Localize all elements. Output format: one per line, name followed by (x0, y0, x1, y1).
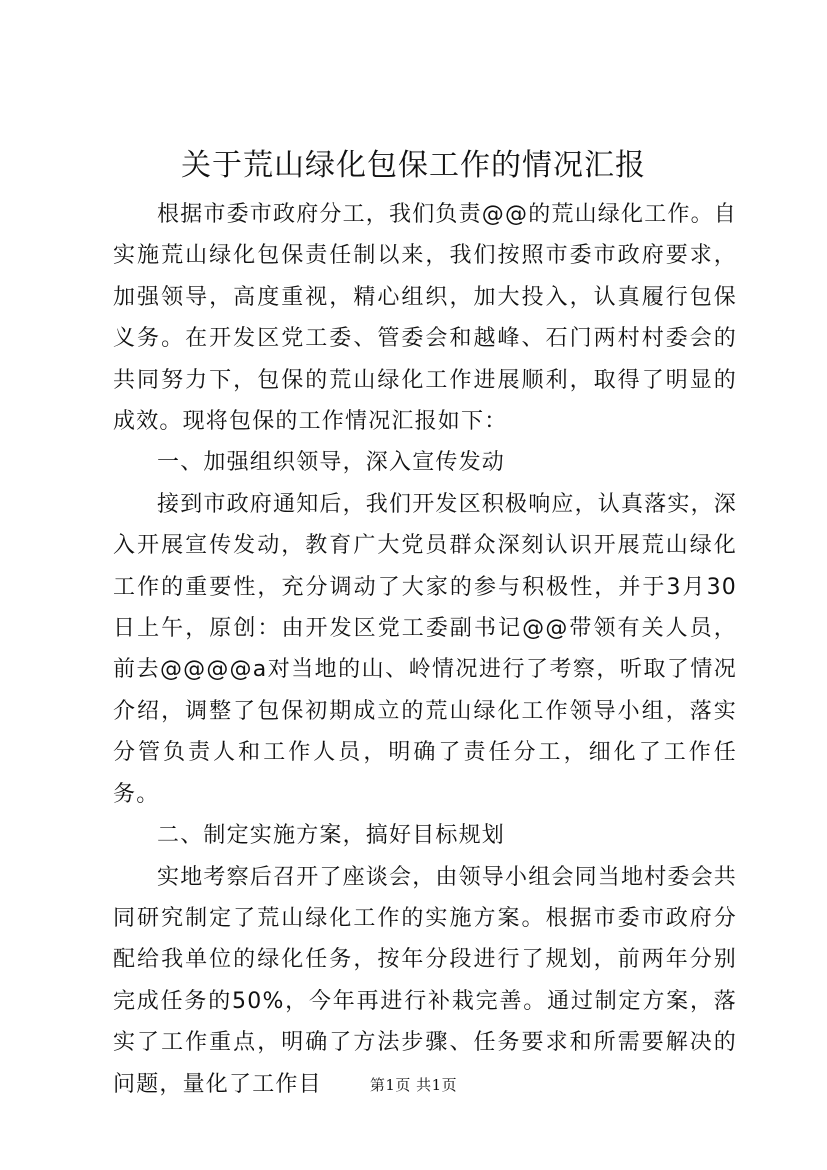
section-heading-2: 二、制定实施方案，搞好目标规划 (157, 823, 506, 849)
paragraph-section-1: 接到市政府通知后，我们开发区积极响应，认真落实，深入开展宣传发动，教育广大党员群众深刻认识开展荒山绿化工作的重要性，充分调动了大家的参与积极性，并于3月30日上午，原创：由开发区党工委副书记@@带领有关人员，前去@@@@a对当地的山、岭情况进行了考察，听取了情况介绍，调整了包保初期成立的荒山绿化工作领导小组，落实分管负责人和工作人员，明确了责任分工，细化了工作任务。 (113, 491, 738, 807)
document-body (113, 194, 737, 1105)
section-heading-1: 一、加强组织领导，深入宣传发动 (157, 450, 506, 476)
page-footer: 第1页 共1页 (369, 1076, 458, 1094)
document-title: 关于荒山绿化包保工作的情况汇报 (181, 148, 646, 183)
paragraph-intro: 根据市委市政府分工，我们负责@@的荒山绿化工作。自实施荒山绿化包保责任制以来，我们按照市委市政府要求，加强领导，高度重视，精心组织，加大投入，认真履行包保义务。在开发区党工委、管委会和越峰、石门两村村委会的共同努力下，包保的荒山绿化工作进展顺利，取得了明显的成效。现将包保的工作情况汇报如下： (113, 202, 738, 435)
paragraph-section-2: 实地考察后召开了座谈会，由领导小组会同当地村委会共同研究制定了荒山绿化工作的实施方案。根据市委市政府分配给我单位的绿化任务，按年分段进行了规划，前两年分别完成任务的50%，今年再进行补栽完善。通过制定方案，落实了工作重点，明确了方法步骤、任务要求和所需要解决的问题，量化了工作目 (113, 864, 738, 1097)
